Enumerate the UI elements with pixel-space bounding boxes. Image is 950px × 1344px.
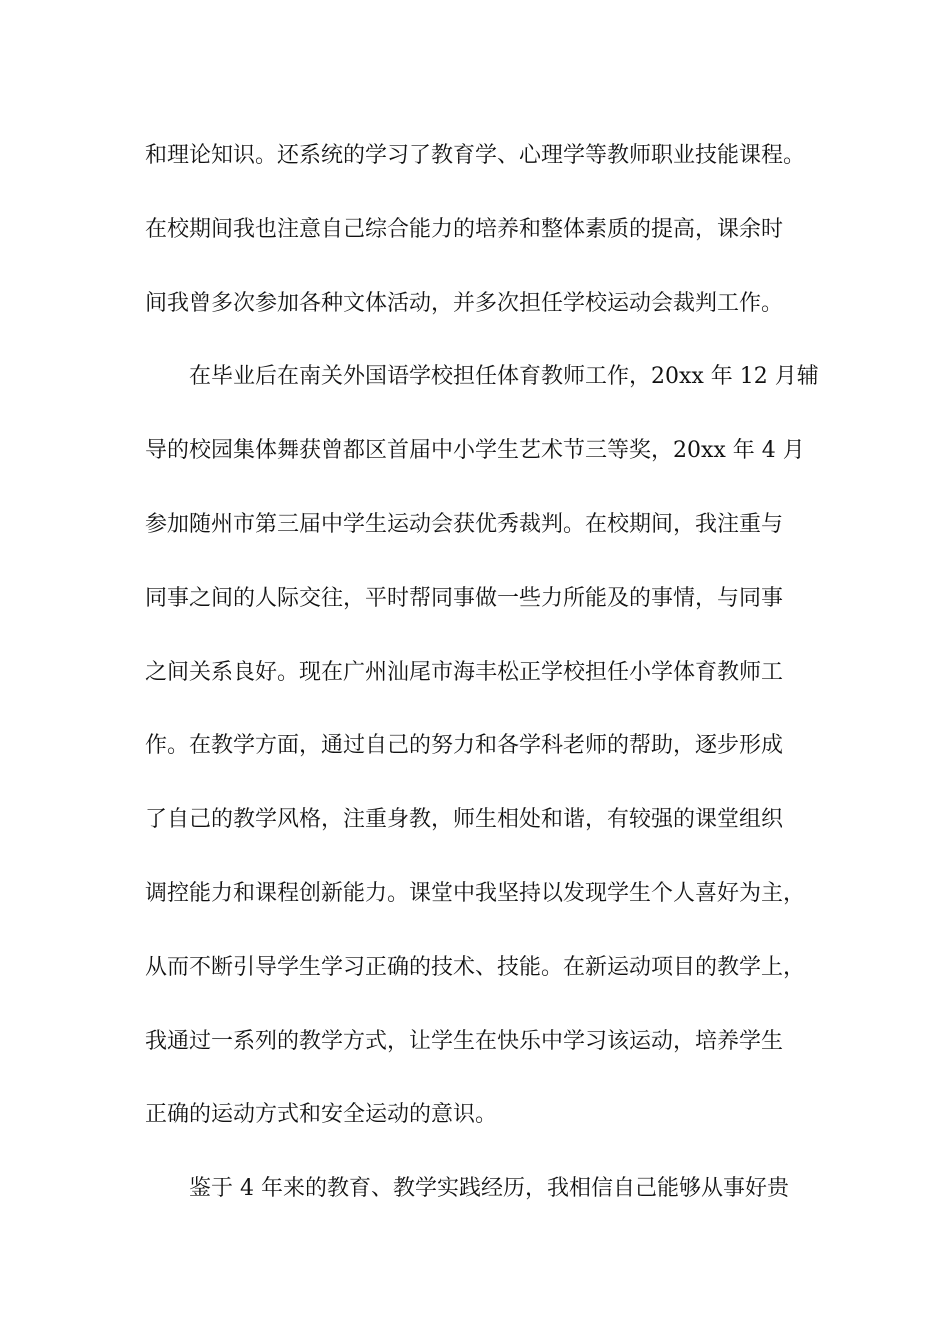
text-line: 正确的运动方式和安全运动的意识。 [145, 1102, 498, 1128]
text-line: 调控能力和课程创新能力。课堂中我坚持以发现学生个人喜好为主， [145, 880, 806, 906]
text-line: 了自己的教学风格，注重身教，师生相处和谐，有较强的课堂组织 [145, 807, 784, 833]
text-line: 作。在教学方面，通过自己的努力和各学科老师的帮助，逐步形成 [145, 733, 784, 759]
text-line: 在校期间我也注意自己综合能力的培养和整体素质的提高，课余时 [145, 216, 784, 242]
paragraph-start-line: 在毕业后在南关外国语学校担任体育教师工作，20xx 年 12 月辅 [189, 364, 819, 390]
text-line: 之间关系良好。现在广州汕尾市海丰松正学校担任小学体育教师工 [145, 659, 784, 685]
text-line: 和理论知识。还系统的学习了教育学、心理学等教师职业技能课程。 [145, 143, 806, 168]
text-line: 间我曾多次参加各种文体活动，并多次担任学校运动会裁判工作。 [145, 290, 784, 316]
paragraph-start-line: 鉴于 4 年来的教育、教学实践经历，我相信自己能够从事好贵 [189, 1176, 789, 1202]
body-text [145, 134, 835, 1241]
text-line: 参加随州市第三届中学生运动会获优秀裁判。在校期间，我注重与 [145, 511, 784, 537]
text-line: 我通过一系列的教学方式，让学生在快乐中学习该运动，培养学生 [145, 1028, 784, 1054]
text-line: 导的校园集体舞获曾都区首届中小学生艺术节三等奖，20xx 年 4 月 [145, 438, 805, 464]
text-line: 从而不断引导学生学习正确的技术、技能。在新运动项目的教学上， [145, 954, 806, 980]
text-line: 同事之间的人际交往，平时帮同事做一些力所能及的事情，与同事 [145, 585, 784, 611]
